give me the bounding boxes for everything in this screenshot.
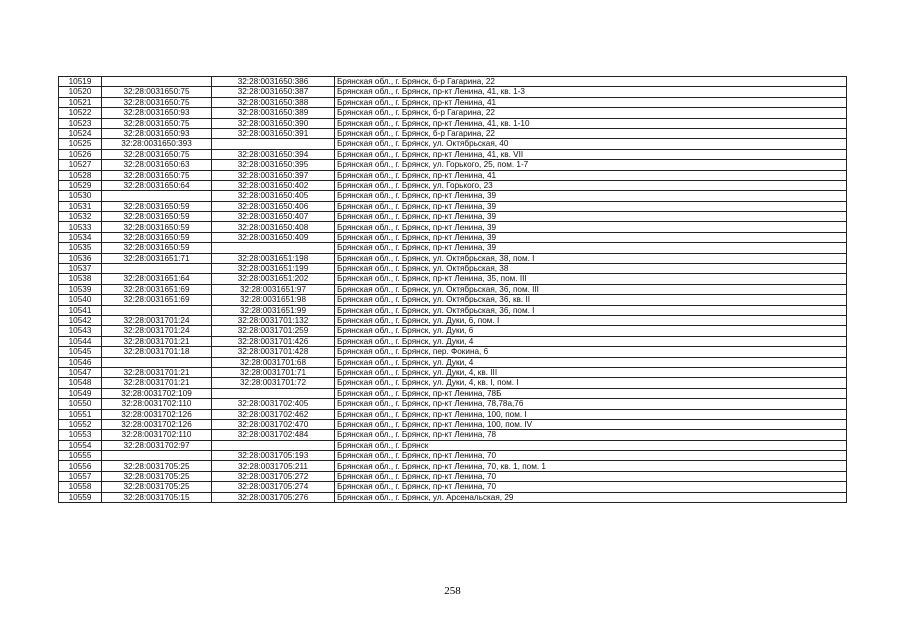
parent-cadastral-number-cell: 32:28:0031650:59 <box>102 212 212 222</box>
parent-cadastral-number-cell: 32:28:0031702:126 <box>102 409 212 419</box>
cadastral-number-cell: 32:28:0031651:198 <box>212 253 335 263</box>
table-row <box>59 284 847 294</box>
cadastral-number-cell: 32:28:0031650:391 <box>212 128 335 138</box>
table-row <box>59 461 847 471</box>
address-cell: Брянская обл., г. Брянск, ул. Горького, 25, пом. 1-7 <box>335 160 847 170</box>
cadastral-number-cell: 32:28:0031702:470 <box>212 419 335 429</box>
table-row <box>59 212 847 222</box>
address-cell: Брянская обл., г. Брянск, ул. Горького, 23 <box>335 180 847 190</box>
row-number-cell: 10519 <box>59 77 102 87</box>
parent-cadastral-number-cell: 32:28:0031705:25 <box>102 482 212 492</box>
parent-cadastral-number-cell: 32:28:0031650:59 <box>102 243 212 253</box>
table-row <box>59 409 847 419</box>
row-number-cell: 10542 <box>59 315 102 325</box>
table-row <box>59 482 847 492</box>
table-row <box>59 264 847 274</box>
address-cell: Брянская обл., г. Брянск, пр-кт Ленина, 78Б <box>335 388 847 398</box>
row-number-cell: 10538 <box>59 274 102 284</box>
row-number-cell: 10556 <box>59 461 102 471</box>
row-number-cell: 10543 <box>59 326 102 336</box>
table-row <box>59 492 847 502</box>
parent-cadastral-number-cell: 32:28:0031702:110 <box>102 399 212 409</box>
parent-cadastral-number-cell: 32:28:0031650:75 <box>102 118 212 128</box>
cadastral-number-cell: 32:28:0031702:484 <box>212 430 335 440</box>
table-row <box>59 253 847 263</box>
row-number-cell: 10558 <box>59 482 102 492</box>
table-row <box>59 160 847 170</box>
address-cell: Брянская обл., г. Брянск, ул. Дуки, 6, пом. I <box>335 315 847 325</box>
table-row <box>59 170 847 180</box>
cadastral-number-cell: 32:28:0031702:405 <box>212 399 335 409</box>
row-number-cell: 10529 <box>59 180 102 190</box>
address-cell: Брянская обл., г. Брянск, пр-кт Ленина, 70 <box>335 482 847 492</box>
address-cell: Брянская обл., г. Брянск, б-р Гагарина, 22 <box>335 128 847 138</box>
parent-cadastral-number-cell: 32:28:0031651:69 <box>102 295 212 305</box>
row-number-cell: 10552 <box>59 419 102 429</box>
row-number-cell: 10531 <box>59 201 102 211</box>
row-number-cell: 10555 <box>59 451 102 461</box>
address-cell: Брянская обл., г. Брянск, пр-кт Ленина, 39 <box>335 201 847 211</box>
row-number-cell: 10539 <box>59 284 102 294</box>
parent-cadastral-number-cell: 32:28:0031650:93 <box>102 108 212 118</box>
address-cell: Брянская обл., г. Брянск, ул. Дуки, 4, кв. III <box>335 367 847 377</box>
table-row <box>59 77 847 87</box>
address-cell: Брянская обл., г. Брянск, б-р Гагарина, 22 <box>335 77 847 87</box>
table-row <box>59 378 847 388</box>
cadastral-number-cell: 32:28:0031650:407 <box>212 212 335 222</box>
address-cell: Брянская обл., г. Брянск <box>335 440 847 450</box>
row-number-cell: 10551 <box>59 409 102 419</box>
row-number-cell: 10540 <box>59 295 102 305</box>
table-row <box>59 295 847 305</box>
table-row <box>59 243 847 253</box>
table-row <box>59 399 847 409</box>
address-cell: Брянская обл., г. Брянск, пр-кт Ленина, 70 <box>335 471 847 481</box>
parent-cadastral-number-cell <box>102 191 212 201</box>
address-cell: Брянская обл., г. Брянск, ул. Октябрьская, 36, кв. II <box>335 295 847 305</box>
address-cell: Брянская обл., г. Брянск, пр-кт Ленина, 39 <box>335 222 847 232</box>
table-row <box>59 97 847 107</box>
parent-cadastral-number-cell: 32:28:0031701:24 <box>102 326 212 336</box>
registry-table <box>58 76 847 503</box>
row-number-cell: 10549 <box>59 388 102 398</box>
parent-cadastral-number-cell: 32:28:0031701:21 <box>102 367 212 377</box>
parent-cadastral-number-cell: 32:28:0031702:110 <box>102 430 212 440</box>
address-cell: Брянская обл., г. Брянск, б-р Гагарина, 22 <box>335 108 847 118</box>
cadastral-number-cell: 32:28:0031650:395 <box>212 160 335 170</box>
address-cell: Брянская обл., г. Брянск, пр-кт Ленина, 41, кв. 1-3 <box>335 87 847 97</box>
table-row <box>59 191 847 201</box>
table-row <box>59 451 847 461</box>
parent-cadastral-number-cell <box>102 451 212 461</box>
table-row <box>59 139 847 149</box>
address-cell: Брянская обл., г. Брянск, пр-кт Ленина, 100, пом. IV <box>335 419 847 429</box>
row-number-cell: 10533 <box>59 222 102 232</box>
table-row <box>59 347 847 357</box>
address-cell: Брянская обл., г. Брянск, пр-кт Ленина, 41 <box>335 170 847 180</box>
row-number-cell: 10559 <box>59 492 102 502</box>
address-cell: Брянская обл., г. Брянск, пр-кт Ленина, 39 <box>335 212 847 222</box>
cadastral-number-cell: 32:28:0031650:386 <box>212 77 335 87</box>
row-number-cell: 10545 <box>59 347 102 357</box>
cadastral-number-cell: 32:28:0031701:72 <box>212 378 335 388</box>
address-cell: Брянская обл., г. Брянск, пр-кт Ленина, 39 <box>335 243 847 253</box>
registry-table-body <box>59 77 847 503</box>
row-number-cell: 10547 <box>59 367 102 377</box>
cadastral-number-cell: 32:28:0031650:405 <box>212 191 335 201</box>
row-number-cell: 10520 <box>59 87 102 97</box>
cadastral-number-cell: 32:28:0031702:462 <box>212 409 335 419</box>
row-number-cell: 10521 <box>59 97 102 107</box>
parent-cadastral-number-cell: 32:28:0031650:75 <box>102 87 212 97</box>
table-row <box>59 419 847 429</box>
parent-cadastral-number-cell: 32:28:0031650:59 <box>102 232 212 242</box>
parent-cadastral-number-cell: 32:28:0031650:59 <box>102 222 212 232</box>
cadastral-number-cell: 32:28:0031650:406 <box>212 201 335 211</box>
cadastral-number-cell: 32:28:0031701:68 <box>212 357 335 367</box>
row-number-cell: 10530 <box>59 191 102 201</box>
parent-cadastral-number-cell: 32:28:0031650:64 <box>102 180 212 190</box>
parent-cadastral-number-cell: 32:28:0031702:109 <box>102 388 212 398</box>
address-cell: Брянская обл., г. Брянск, пр-кт Ленина, 35, пом. III <box>335 274 847 284</box>
address-cell: Брянская обл., г. Брянск, ул. Дуки, 6 <box>335 326 847 336</box>
cadastral-number-cell: 32:28:0031705:193 <box>212 451 335 461</box>
parent-cadastral-number-cell: 32:28:0031650:75 <box>102 170 212 180</box>
row-number-cell: 10557 <box>59 471 102 481</box>
parent-cadastral-number-cell: 32:28:0031650:393 <box>102 139 212 149</box>
cadastral-number-cell: 32:28:0031651:199 <box>212 264 335 274</box>
row-number-cell: 10528 <box>59 170 102 180</box>
address-cell: Брянская обл., г. Брянск, пр-кт Ленина, 41, кв. 1-10 <box>335 118 847 128</box>
parent-cadastral-number-cell: 32:28:0031650:63 <box>102 160 212 170</box>
row-number-cell: 10537 <box>59 264 102 274</box>
address-cell: Брянская обл., г. Брянск, ул. Октябрьская, 38, пом. I <box>335 253 847 263</box>
row-number-cell: 10524 <box>59 128 102 138</box>
cadastral-number-cell <box>212 388 335 398</box>
address-cell: Брянская обл., г. Брянск, пр-кт Ленина, 39 <box>335 232 847 242</box>
cadastral-number-cell <box>212 243 335 253</box>
cadastral-number-cell: 32:28:0031705:272 <box>212 471 335 481</box>
table-row <box>59 149 847 159</box>
parent-cadastral-number-cell: 32:28:0031651:71 <box>102 253 212 263</box>
row-number-cell: 10553 <box>59 430 102 440</box>
table-row <box>59 357 847 367</box>
parent-cadastral-number-cell: 32:28:0031702:126 <box>102 419 212 429</box>
cadastral-number-cell: 32:28:0031701:71 <box>212 367 335 377</box>
cadastral-number-cell: 32:28:0031650:389 <box>212 108 335 118</box>
row-number-cell: 10536 <box>59 253 102 263</box>
parent-cadastral-number-cell: 32:28:0031701:21 <box>102 378 212 388</box>
table-row <box>59 87 847 97</box>
table-row <box>59 430 847 440</box>
parent-cadastral-number-cell: 32:28:0031705:15 <box>102 492 212 502</box>
parent-cadastral-number-cell: 32:28:0031650:75 <box>102 97 212 107</box>
row-number-cell: 10527 <box>59 160 102 170</box>
cadastral-number-cell: 32:28:0031701:132 <box>212 315 335 325</box>
row-number-cell: 10550 <box>59 399 102 409</box>
table-row <box>59 326 847 336</box>
parent-cadastral-number-cell <box>102 357 212 367</box>
address-cell: Брянская обл., г. Брянск, пер. Фокина, 6 <box>335 347 847 357</box>
parent-cadastral-number-cell: 32:28:0031651:69 <box>102 284 212 294</box>
cadastral-number-cell: 32:28:0031650:408 <box>212 222 335 232</box>
parent-cadastral-number-cell: 32:28:0031650:59 <box>102 201 212 211</box>
table-row <box>59 274 847 284</box>
parent-cadastral-number-cell: 32:28:0031705:25 <box>102 471 212 481</box>
address-cell: Брянская обл., г. Брянск, пр-кт Ленина, 70, кв. 1, пом. 1 <box>335 461 847 471</box>
address-cell: Брянская обл., г. Брянск, пр-кт Ленина, 41 <box>335 97 847 107</box>
parent-cadastral-number-cell: 32:28:0031650:75 <box>102 149 212 159</box>
table-row <box>59 222 847 232</box>
address-cell: Брянская обл., г. Брянск, ул. Дуки, 4 <box>335 336 847 346</box>
address-cell: Брянская обл., г. Брянск, ул. Дуки, 4, кв. I, пом. I <box>335 378 847 388</box>
address-cell: Брянская обл., г. Брянск, ул. Дуки, 4 <box>335 357 847 367</box>
table-row <box>59 180 847 190</box>
cadastral-number-cell: 32:28:0031650:397 <box>212 170 335 180</box>
parent-cadastral-number-cell: 32:28:0031701:24 <box>102 315 212 325</box>
parent-cadastral-number-cell <box>102 77 212 87</box>
table-row <box>59 367 847 377</box>
cadastral-number-cell: 32:28:0031705:211 <box>212 461 335 471</box>
table-row <box>59 118 847 128</box>
table-row <box>59 336 847 346</box>
cadastral-number-cell: 32:28:0031701:428 <box>212 347 335 357</box>
parent-cadastral-number-cell: 32:28:0031650:93 <box>102 128 212 138</box>
cadastral-number-cell: 32:28:0031650:387 <box>212 87 335 97</box>
address-cell: Брянская обл., г. Брянск, пр-кт Ленина, 41, кв. VII <box>335 149 847 159</box>
cadastral-number-cell: 32:28:0031650:388 <box>212 97 335 107</box>
cadastral-number-cell: 32:28:0031705:276 <box>212 492 335 502</box>
row-number-cell: 10522 <box>59 108 102 118</box>
row-number-cell: 10546 <box>59 357 102 367</box>
cadastral-number-cell: 32:28:0031701:259 <box>212 326 335 336</box>
table-row <box>59 108 847 118</box>
address-cell: Брянская обл., г. Брянск, ул. Октябрьская, 40 <box>335 139 847 149</box>
parent-cadastral-number-cell: 32:28:0031705:25 <box>102 461 212 471</box>
table-row <box>59 128 847 138</box>
parent-cadastral-number-cell: 32:28:0031701:21 <box>102 336 212 346</box>
table-row <box>59 315 847 325</box>
table-row <box>59 232 847 242</box>
address-cell: Брянская обл., г. Брянск, ул. Октябрьская, 38 <box>335 264 847 274</box>
parent-cadastral-number-cell: 32:28:0031651:64 <box>102 274 212 284</box>
table-row <box>59 471 847 481</box>
cadastral-number-cell: 32:28:0031650:409 <box>212 232 335 242</box>
row-number-cell: 10532 <box>59 212 102 222</box>
row-number-cell: 10544 <box>59 336 102 346</box>
table-row <box>59 305 847 315</box>
address-cell: Брянская обл., г. Брянск, пр-кт Ленина, 78,78а,76 <box>335 399 847 409</box>
cadastral-number-cell: 32:28:0031705:274 <box>212 482 335 492</box>
address-cell: Брянская обл., г. Брянск, пр-кт Ленина, 100, пом. I <box>335 409 847 419</box>
page-number: 258 <box>444 585 461 597</box>
row-number-cell: 10541 <box>59 305 102 315</box>
cadastral-number-cell: 32:28:0031701:426 <box>212 336 335 346</box>
row-number-cell: 10526 <box>59 149 102 159</box>
cadastral-number-cell: 32:28:0031651:98 <box>212 295 335 305</box>
row-number-cell: 10535 <box>59 243 102 253</box>
address-cell: Брянская обл., г. Брянск, пр-кт Ленина, 39 <box>335 191 847 201</box>
cadastral-number-cell: 32:28:0031651:202 <box>212 274 335 284</box>
address-cell: Брянская обл., г. Брянск, ул. Октябрьская, 36, пом. III <box>335 284 847 294</box>
parent-cadastral-number-cell: 32:28:0031701:18 <box>102 347 212 357</box>
table-row <box>59 440 847 450</box>
row-number-cell: 10548 <box>59 378 102 388</box>
cadastral-number-cell <box>212 440 335 450</box>
row-number-cell: 10534 <box>59 232 102 242</box>
address-cell: Брянская обл., г. Брянск, ул. Октябрьская, 36, пом. I <box>335 305 847 315</box>
cadastral-number-cell: 32:28:0031650:390 <box>212 118 335 128</box>
cadastral-number-cell: 32:28:0031650:394 <box>212 149 335 159</box>
parent-cadastral-number-cell: 32:28:0031702:97 <box>102 440 212 450</box>
table-row <box>59 201 847 211</box>
address-cell: Брянская обл., г. Брянск, пр-кт Ленина, 70 <box>335 451 847 461</box>
cadastral-number-cell <box>212 139 335 149</box>
row-number-cell: 10523 <box>59 118 102 128</box>
parent-cadastral-number-cell <box>102 264 212 274</box>
table-row <box>59 388 847 398</box>
cadastral-number-cell: 32:28:0031650:402 <box>212 180 335 190</box>
address-cell: Брянская обл., г. Брянск, пр-кт Ленина, 78 <box>335 430 847 440</box>
row-number-cell: 10525 <box>59 139 102 149</box>
row-number-cell: 10554 <box>59 440 102 450</box>
parent-cadastral-number-cell <box>102 305 212 315</box>
cadastral-number-cell: 32:28:0031651:97 <box>212 284 335 294</box>
address-cell: Брянская обл., г. Брянск, ул. Арсенальская, 29 <box>335 492 847 502</box>
cadastral-number-cell: 32:28:0031651:99 <box>212 305 335 315</box>
